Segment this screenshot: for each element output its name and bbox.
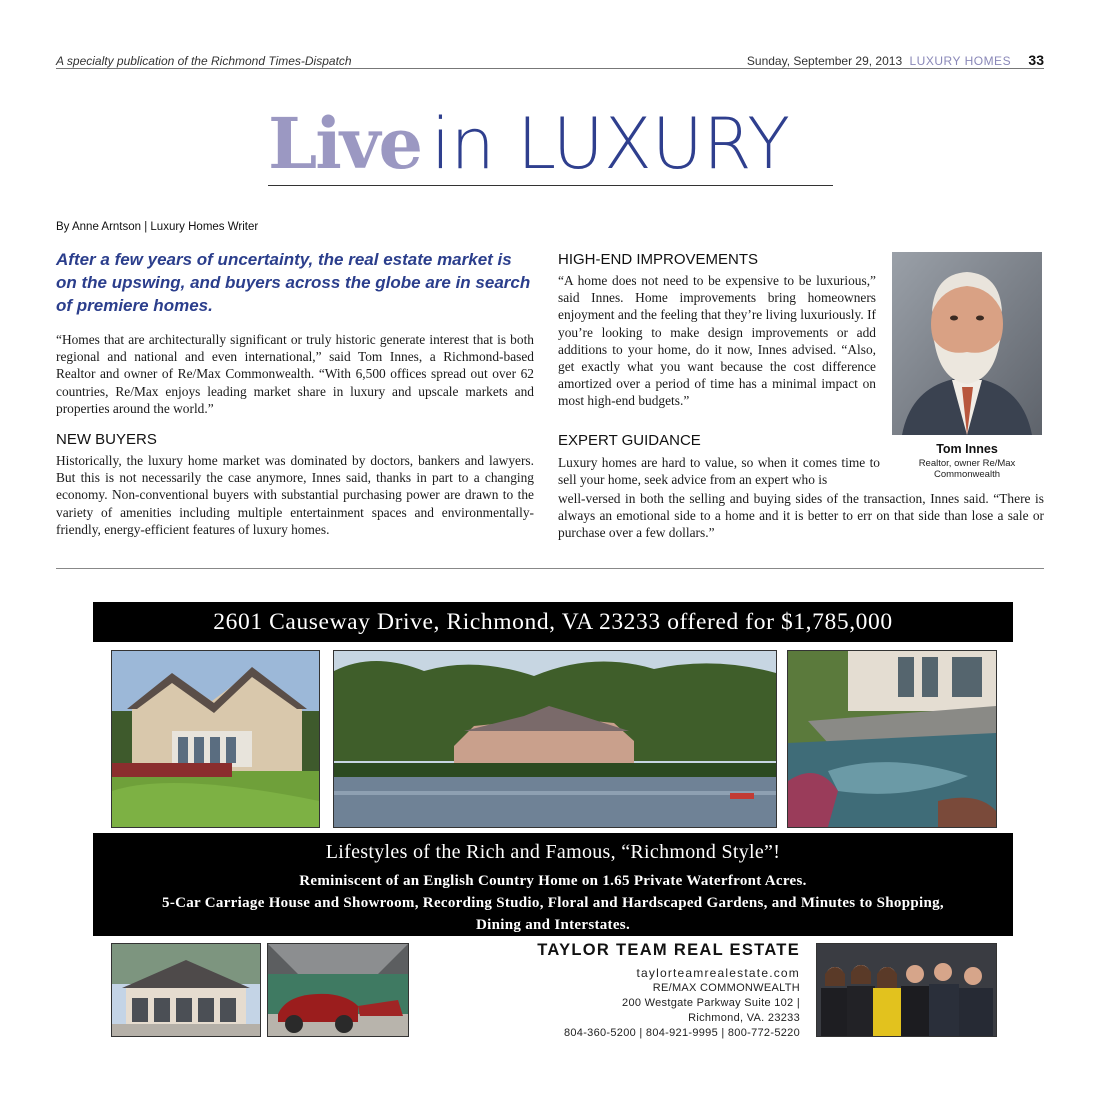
- agency-website[interactable]: taylorteamrealestate.com: [636, 966, 800, 980]
- car-showroom-photo: [267, 943, 409, 1037]
- header-rule: [56, 68, 1044, 69]
- ad-tagline: Lifestyles of the Rich and Famous, “Richmond Style”!: [325, 841, 781, 863]
- portrait-photo: [892, 252, 1042, 435]
- heading-expert-guidance: EXPERT GUIDANCE: [558, 432, 701, 449]
- masthead-rule: [268, 185, 833, 186]
- paragraph-4a: Luxury homes are hard to value, so when it comes time to sell your home, seek advice from an expert who is: [558, 455, 880, 488]
- portrait-caption-name: Tom Innes: [936, 442, 998, 456]
- phone-numbers: 804-360-5200 | 804-921-9995 | 800-772-5220: [563, 1027, 800, 1039]
- portrait-caption-role-line2: Commonwealth: [934, 469, 1000, 480]
- masthead-in-luxury: in LUXURY: [431, 103, 790, 185]
- lake-house-photo: [333, 650, 777, 828]
- heading-new-buyers: NEW BUYERS: [56, 431, 157, 448]
- section-divider: [56, 568, 1044, 569]
- paragraph-2: Historically, the luxury home market was dominated by doctors, bankers and lawyers. But this is not necessarily the case anymore, Innes said, thanks in part to a changing economy. Non-conventional buyers with substantial purchasing power are drawn to the variety of amenities including multiple entertainment spaces and environmentally-friendly, energy-efficient features of luxury homes.: [56, 453, 534, 537]
- publication-line: A specialty publication of the Richmond Times-Dispatch: [56, 54, 352, 68]
- ad-line-features: 5-Car Carriage House and Showroom, Recording Studio, Floral and Hardscaped Gardens, and Minutes to Shopping, Dining and Interstates.: [162, 895, 944, 933]
- heading-high-end: HIGH-END IMPROVEMENTS: [558, 251, 759, 268]
- issue-date: Sunday, September 29, 2013: [746, 54, 903, 68]
- team-photo: [816, 943, 997, 1037]
- ad-description-box: [93, 833, 1013, 936]
- portrait-caption-role: [892, 458, 1042, 480]
- brokerage-name: RE/MAX COMMONWEALTH: [652, 982, 800, 994]
- address-line-2: Richmond, VA. 23233: [688, 1012, 800, 1024]
- lede: After a few years of uncertainty, the real estate market is on the upswing, and buyers across the globe are in search of premiere homes.: [56, 250, 531, 315]
- masthead: [268, 102, 833, 186]
- house-exterior-photo: [111, 650, 320, 828]
- section-name: LUXURY HOMES: [909, 54, 1012, 68]
- carriage-house-photo: [111, 943, 261, 1037]
- agency-name: TAYLOR TEAM REAL ESTATE: [537, 941, 800, 959]
- header-right: [747, 52, 1044, 68]
- paragraph-1: “Homes that are architecturally significant or truly historic generate interest that is both regional and national and even international,” said Tom Innes, a Richmond-based Realtor and owner of Re/Max Commonwealth. “With 6,500 offices spread out over 62 countries, Re/Max enjoys leading market share in luxury and upscale markets and properties around the world.”: [56, 332, 534, 416]
- paragraph-3: “A home does not need to be expensive to be luxurious,” said Innes. Home improvements bring homeowners enjoyment and the feeling that they’re living luxuriously. If you’re looking to make design improvements or add additions to your home, do it now, Innes advised. “Also, get exactly what you want because the cost difference amortized over a period of time has a minimal impact on most high-end budgets.”: [558, 273, 876, 409]
- ad-banner: 2601 Causeway Drive, Richmond, VA 23233 offered for $1,785,000: [93, 602, 1013, 642]
- page-number: 33: [1028, 52, 1044, 68]
- masthead-live: Live: [268, 102, 422, 185]
- portrait-caption-role-line1: Realtor, owner Re/Max: [918, 458, 1016, 469]
- paragraph-4b: well-versed in both the selling and buying sides of the transaction, Innes said. “There is always an emotional side to a home and it is better to err on that side than lose a sale or purchase over a few dollars.”: [558, 491, 1044, 541]
- byline: By Anne Arntson | Luxury Homes Writer: [56, 221, 259, 233]
- garden-pond-photo: [787, 650, 997, 828]
- address-line-1: 200 Westgate Parkway Suite 102 |: [622, 997, 800, 1009]
- ad-line-acres: Reminiscent of an English Country Home on 1.65 Private Waterfront Acres.: [299, 873, 807, 889]
